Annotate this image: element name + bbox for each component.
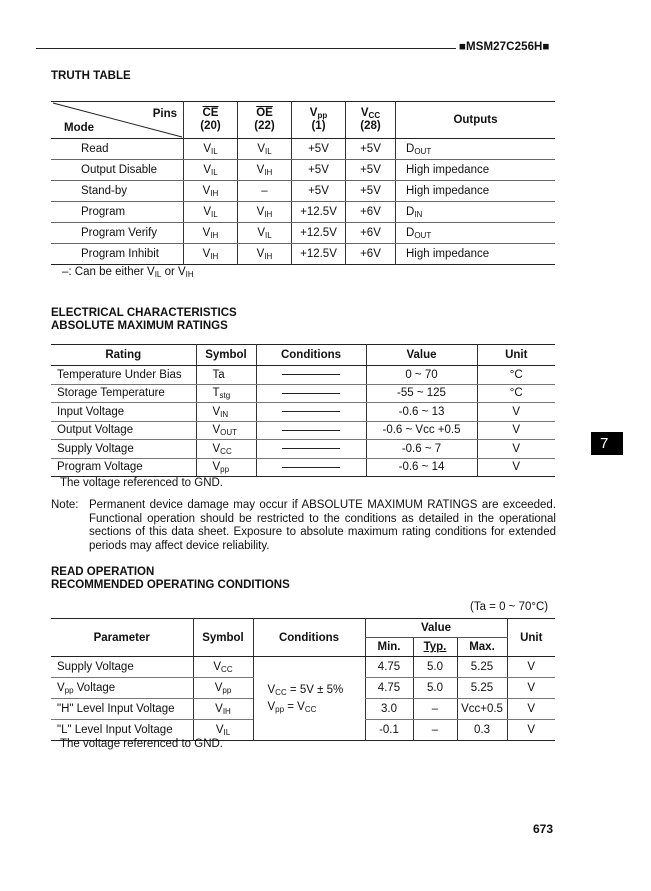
col-vpp: $V_{pp}$ (1) <box>292 102 346 139</box>
temperature-condition: (Ta = 0 ~ 70°C) <box>470 601 549 613</box>
oe-cell: $V_{IH}$ <box>238 160 292 181</box>
vpp-cell: +5V <box>292 181 346 202</box>
rating-cell: Program Voltage <box>57 461 143 474</box>
absolute-maximum-ratings-title: ABSOLUTE MAXIMUM RATINGS <box>51 320 228 332</box>
abs-max-gnd-note: The voltage referenced to GND. <box>60 477 223 489</box>
recommended-operating-conditions-title: RECOMMENDED OPERATING CONDITIONS <box>51 579 290 591</box>
value-cell: -0.6 ~ 14 <box>366 458 477 477</box>
read-op-gnd-note: The voltage referenced to GND. <box>60 738 223 750</box>
abs-max-row <box>51 458 555 477</box>
max-cell: Vcc+0.5 <box>457 699 507 720</box>
oe-cell: $V_{IL}$ <box>238 139 292 160</box>
rating-cell: Supply Voltage <box>51 440 196 459</box>
recommended-operating-conditions-table <box>51 618 555 741</box>
parameter-cell: Supply Voltage <box>51 657 193 678</box>
ce-cell: $V_{IH}$ <box>184 181 238 202</box>
ce-cell: $V_{IL}$ <box>184 139 238 160</box>
abs-max-row <box>51 366 555 385</box>
parameter-cell: $V_{pp}$ Voltage <box>51 678 193 699</box>
conditions-cell <box>256 421 366 440</box>
max-cell: 0.3 <box>457 720 507 741</box>
rating-cell: Temperature Under Bias <box>51 366 196 385</box>
ce-cell: $V_{IL}$ <box>184 160 238 181</box>
conditions-cell <box>256 384 366 403</box>
vcc-cell: +6V <box>346 202 396 223</box>
output-cell: High impedance <box>396 160 556 181</box>
vpp-cell: +12.5V <box>292 223 346 244</box>
unit-cell: °C <box>477 384 555 403</box>
symbol-cell: $V_{IN}$ <box>196 403 256 422</box>
mode-cell: Stand-by <box>51 181 184 202</box>
abs-max-row <box>51 384 555 403</box>
vpp-cell: +5V <box>292 160 346 181</box>
max-cell: 5.25 <box>457 678 507 699</box>
dash-line <box>282 430 340 431</box>
truth-table-header <box>51 102 555 139</box>
ce-cell: $V_{IL}$ <box>184 202 238 223</box>
col-symbol: Symbol <box>196 345 256 366</box>
unit-cell: V <box>507 657 555 678</box>
min-cell: 4.75 <box>365 657 413 678</box>
conditions-cell <box>256 403 366 422</box>
unit-cell: V <box>507 699 555 720</box>
read-op-row <box>51 657 555 678</box>
vpp-cell: +5V <box>292 139 346 160</box>
vcc-cell: +5V <box>346 160 396 181</box>
condition-vpp: $V_{pp} = V_{CC}$ <box>267 700 317 714</box>
col-parameter: Parameter <box>51 619 193 657</box>
condition-vcc: $V_{CC} = 5V \pm 5\%$ <box>267 683 344 697</box>
truth-table-row <box>51 202 555 223</box>
note-label: Note: <box>51 499 79 511</box>
ce-cell: $V_{IH}$ <box>184 223 238 244</box>
vcc-cell: +6V <box>346 244 396 265</box>
mode-pins-corner <box>51 102 184 139</box>
mode-cell: Read <box>51 139 184 160</box>
truth-table-row <box>51 244 555 265</box>
col-value: Value <box>366 345 477 366</box>
parameter-cell: "L" Level Input Voltage <box>57 724 173 736</box>
output-cell: $D_{IN}$ <box>396 202 556 223</box>
unit-cell: V <box>477 421 555 440</box>
output-cell: High impedance <box>396 244 556 265</box>
oe-cell: $V_{IL}$ <box>238 223 292 244</box>
value-cell: -0.6 ~ 7 <box>366 440 477 459</box>
oe-cell: – <box>238 181 292 202</box>
min-cell: 4.75 <box>365 678 413 699</box>
oe-cell: $V_{IH}$ <box>238 202 292 223</box>
symbol-cell: $T_{stg}$ <box>196 384 256 403</box>
col-rating: Rating <box>51 345 196 366</box>
electrical-characteristics-title: ELECTRICAL CHARACTERISTICS <box>51 307 237 319</box>
conditions-cell <box>256 366 366 385</box>
truth-table <box>51 101 555 265</box>
vcc-cell: +6V <box>346 223 396 244</box>
rating-cell: Storage Temperature <box>51 384 196 403</box>
mode-cell: Program <box>51 202 184 223</box>
value-cell: -0.6 ~ 13 <box>366 403 477 422</box>
symbol-cell: $V_{pp}$ <box>196 458 256 477</box>
dash-line <box>282 448 340 449</box>
vpp-cell: +12.5V <box>292 202 346 223</box>
col-max: Max. <box>457 638 507 657</box>
abs-max-header <box>51 345 555 366</box>
page-number: 673 <box>533 822 554 836</box>
oe-cell: $V_{IH}$ <box>238 244 292 265</box>
col-typ: Typ. <box>413 638 457 657</box>
parameter-cell: "H" Level Input Voltage <box>51 699 193 720</box>
truth-table-row <box>51 160 555 181</box>
header-rule <box>36 48 456 49</box>
col-symbol: Symbol <box>193 619 253 657</box>
abs-max-row <box>51 403 555 422</box>
truth-table-title: TRUTH TABLE <box>51 70 131 82</box>
min-cell: 3.0 <box>365 699 413 720</box>
conditions-cell <box>256 440 366 459</box>
col-conditions: Conditions <box>253 619 365 657</box>
unit-cell: V <box>477 403 555 422</box>
abs-max-row <box>51 440 555 459</box>
min-cell: -0.1 <box>365 720 413 741</box>
truth-table-row <box>51 223 555 244</box>
ce-cell: $V_{IH}$ <box>184 244 238 265</box>
symbol-cell: $V_{CC}$ <box>196 440 256 459</box>
col-unit: Unit <box>507 619 555 657</box>
mode-cell: Output Disable <box>51 160 184 181</box>
conditions-cell <box>256 458 366 477</box>
rating-cell: Input Voltage <box>51 403 196 422</box>
dash-line <box>282 467 340 468</box>
dash-line <box>282 411 340 412</box>
rating-cell: Output Voltage <box>51 421 196 440</box>
col-ce: $\overline{CE}$ (20) <box>184 102 238 139</box>
unit-cell: °C <box>477 366 555 385</box>
dash-line <box>282 393 340 394</box>
truth-table-footnote: –: Can be either $V_{IL}$ or $V_{IH}$ <box>62 266 194 279</box>
col-min: Min. <box>365 638 413 657</box>
typ-cell: – <box>413 699 457 720</box>
truth-table-row <box>51 181 555 202</box>
max-cell: 5.25 <box>457 657 507 678</box>
symbol-cell: $V_{OUT}$ <box>196 421 256 440</box>
value-cell: -55 ~ 125 <box>366 384 477 403</box>
mode-label: Mode <box>64 122 95 134</box>
dash-line <box>282 374 340 375</box>
unit-cell: V <box>507 678 555 699</box>
read-op-header-row-1 <box>51 619 555 638</box>
typ-cell: 5.0 <box>413 657 457 678</box>
symbol-cell: $V_{CC}$ <box>193 657 253 678</box>
symbol-cell: $V_{IL}$ <box>193 720 253 741</box>
symbol-cell: Ta <box>196 366 256 385</box>
conditions-cell <box>253 657 365 741</box>
part-number-header: ■MSM27C256H■ <box>459 41 550 53</box>
col-value-group: Value <box>365 619 507 638</box>
vcc-cell: +5V <box>346 139 396 160</box>
section-tab-marker: 7 <box>591 432 623 455</box>
absolute-maximum-ratings-table <box>51 344 555 477</box>
col-vcc: $V_{CC}$ (28) <box>346 102 396 139</box>
unit-cell: V <box>507 720 555 741</box>
col-outputs: Outputs <box>396 102 556 139</box>
typ-cell: 5.0 <box>413 678 457 699</box>
note-text: Permanent device damage may occur if ABSOLUTE MAXIMUM RATINGS are exceeded. Functional operation should be restricted to the conditions as detailed in the operational sections of this data sheet. Exposure to absolute maximum rating conditions for extended periods may affect device reliability. <box>89 499 556 552</box>
mode-cell: Program Inhibit <box>81 248 159 260</box>
col-unit: Unit <box>477 345 555 366</box>
value-cell: -0.6 ~ Vcc +0.5 <box>366 421 477 440</box>
unit-cell: V <box>477 458 555 477</box>
vcc-cell: +5V <box>346 181 396 202</box>
symbol-cell: $V_{pp}$ <box>193 678 253 699</box>
value-cell: 0 ~ 70 <box>366 366 477 385</box>
pins-label: Pins <box>152 108 177 120</box>
vpp-cell: +12.5V <box>292 244 346 265</box>
output-cell: High impedance <box>396 181 556 202</box>
unit-cell: V <box>477 440 555 459</box>
read-operation-title: READ OPERATION <box>51 566 155 578</box>
symbol-cell: $V_{IH}$ <box>193 699 253 720</box>
output-cell: $D_{OUT}$ <box>396 139 556 160</box>
truth-table-row <box>51 139 555 160</box>
output-cell: $D_{OUT}$ <box>396 223 556 244</box>
col-conditions: Conditions <box>256 345 366 366</box>
col-oe: $\overline{OE}$ (22) <box>238 102 292 139</box>
mode-cell: Program Verify <box>51 223 184 244</box>
abs-max-row <box>51 421 555 440</box>
typ-cell: – <box>413 720 457 741</box>
